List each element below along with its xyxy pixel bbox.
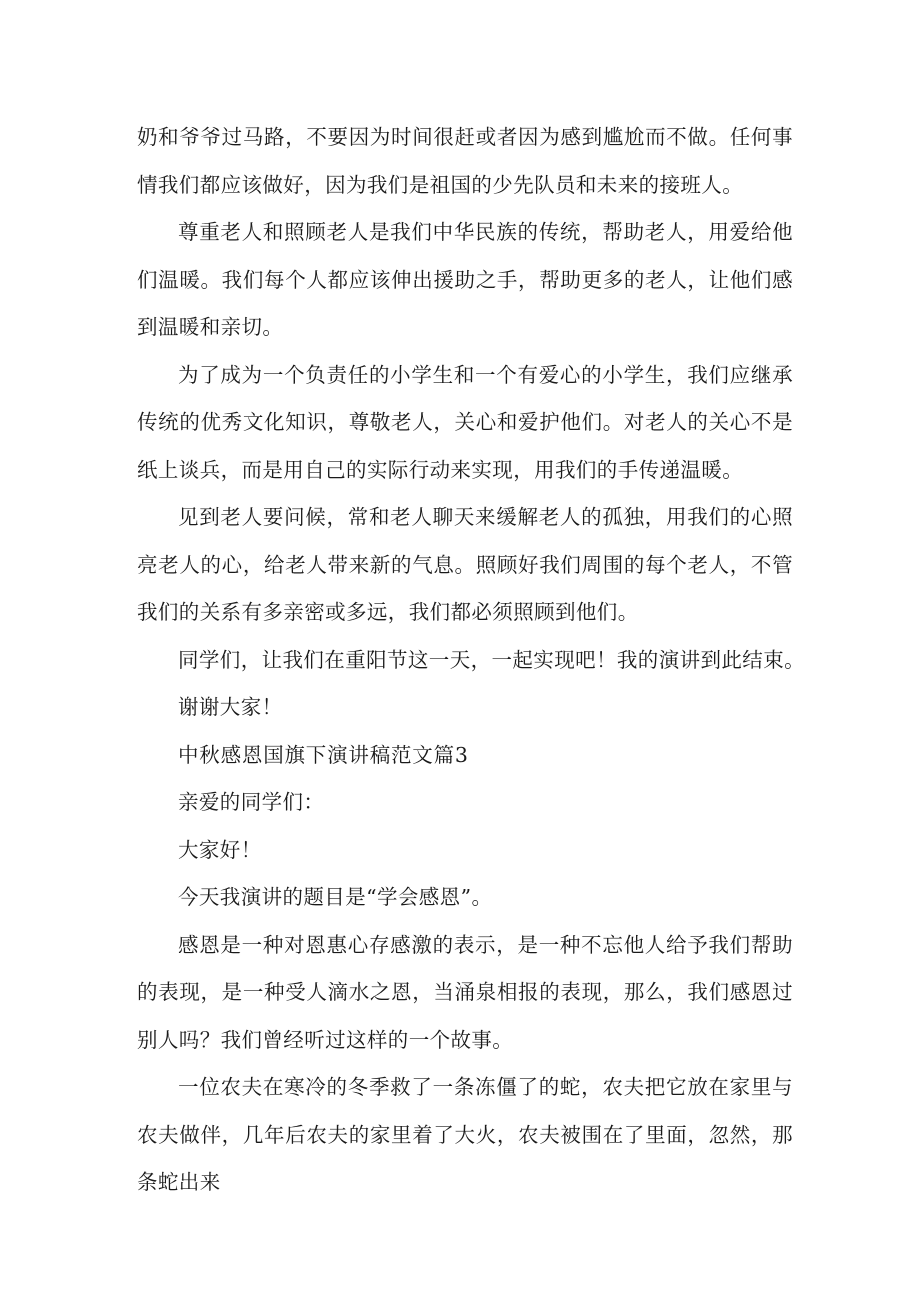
- paragraph-gratitude-definition: 感恩是一种对恩惠心存感激的表示，是一种不忘他人给予我们帮助的表现，是一种受人滴水之恩，当涌泉相报的表现，那么，我们感恩过别人吗？我们曾经听过这样的一个故事。: [137, 932, 793, 1052]
- paragraph-greeting: 大家好！: [178, 837, 262, 862]
- paragraph-farmer-story: 一位农夫在寒冷的冬季救了一条冻僵了的蛇，农夫把它放在家里与农夫做伴，几年后农夫的家里着了大火，农夫被围在了里面，忽然，那条蛇出来: [137, 1075, 793, 1194]
- paragraph-thanks: 谢谢大家！: [178, 695, 283, 719]
- paragraph-continuation: 奶和爷爷过马路，不要因为时间很赶或者因为感到尴尬而不做。任何事情我们都应该做好，因为我们是祖国的少先队员和未来的接班人。: [137, 125, 793, 197]
- document-body: [137, 114, 805, 1207]
- paragraph-closing-remark: 同学们，让我们在重阳节这一天，一起实现吧！我的演讲到此结束。: [178, 647, 805, 672]
- section-heading: 中秋感恩国旗下演讲稿范文篇3: [178, 742, 469, 767]
- paragraph-responsible-student: 为了成为一个负责任的小学生和一个有爱心的小学生，我们应继承传统的优秀文化知识，尊敬老人，关心和爱护他们。对老人的关心不是纸上谈兵，而是用自己的实际行动来实现，用我们的手传递温暖。: [137, 362, 793, 482]
- paragraph-greet-elders: 见到老人要问候，常和老人聊天来缓解老人的孤独，用我们的心照亮老人的心，给老人带来新的气息。照顾好我们周围的每个老人，不管我们的关系有多亲密或多远，我们都必须照顾到他们。: [137, 505, 793, 624]
- paragraph-topic: 今天我演讲的题目是“学会感恩”。: [178, 885, 493, 909]
- paragraph-respect-elders: 尊重老人和照顾老人是我们中华民族的传统，帮助老人，用爱给他们温暖。我们每个人都应该伸出援助之手，帮助更多的老人，让他们感到温暖和亲切。: [137, 220, 793, 339]
- paragraph-salutation: 亲爱的同学们：: [178, 790, 325, 814]
